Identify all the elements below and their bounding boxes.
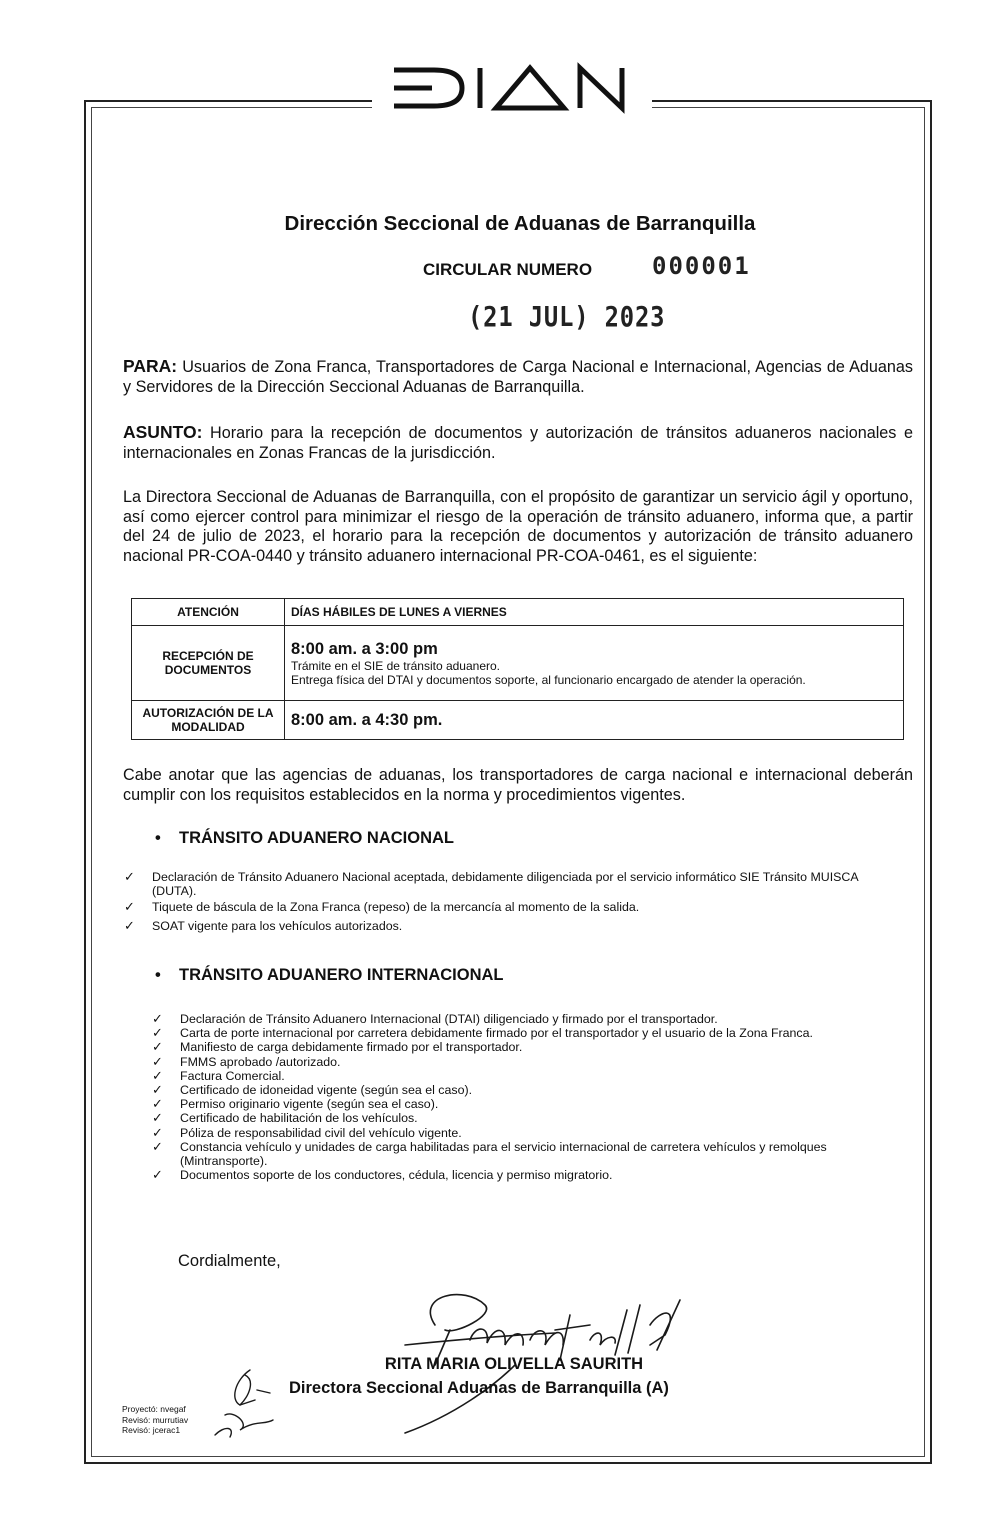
list-item-text: Permiso originario vigente (según sea el caso). — [180, 1097, 439, 1112]
check-icon: ✓ — [152, 1167, 163, 1183]
signer-role: Directora Seccional Aduanas de Barranquilla (A) — [289, 1379, 669, 1397]
dian-logo-graphic — [372, 56, 652, 116]
recepcion-line-2: Entrega física del DTAI y documentos soporte, al funcionario encargado de atender la operación. — [291, 673, 806, 687]
check-icon: ✓ — [152, 1124, 163, 1140]
asunto-label: ASUNTO: — [123, 422, 203, 442]
list-item — [152, 1124, 890, 1140]
row-value-autorizacion — [285, 701, 904, 740]
list-item-text: Certificado de habilitación de los vehículos. — [180, 1111, 418, 1126]
list-item — [152, 1138, 890, 1169]
check-icon: ✓ — [124, 917, 135, 933]
check-icon: ✓ — [152, 1053, 163, 1069]
internacional-requirements-list — [152, 1011, 890, 1183]
table-row — [132, 701, 904, 740]
para-section — [123, 357, 913, 397]
bullet-icon: • — [155, 966, 161, 984]
section-title-internacional: TRÁNSITO ADUANERO INTERNACIONAL — [179, 966, 504, 984]
note-paragraph: Cabe anotar que las agencias de aduanas, los transportadores de carga nacional e internacional deberán cumplir con los requisitos establecidos en la norma y procedimientos vigentes. — [123, 766, 913, 804]
autorizacion-hours: 8:00 am. a 4:30 pm. — [291, 711, 443, 729]
check-icon: ✓ — [152, 1110, 163, 1126]
recepcion-line-1: Trámite en el SIE de tránsito aduanero. — [291, 659, 501, 673]
list-item-text: SOAT vigente para los vehículos autorizados. — [152, 918, 403, 933]
asunto-text: Horario para la recepción de documentos y autorización de tránsitos aduaneros nacionales e internacionales en Zonas Francas de la jurisdicción. — [123, 424, 913, 462]
table-header-value: DÍAS HÁBILES DE LUNES A VIERNES — [285, 599, 904, 626]
section-heading-nacional — [155, 829, 454, 848]
reviewer-initials — [195, 1365, 275, 1440]
list-item-text: Certificado de idoneidad vigente (según sea el caso). — [180, 1083, 473, 1098]
list-item-text: Manifiesto de carga debidamente firmado por el transportador. — [180, 1040, 523, 1055]
list-item — [152, 1167, 890, 1183]
list-item-text: Tiquete de báscula de la Zona Franca (repeso) de la mercancía al momento de la salida. — [152, 900, 640, 915]
list-item-text: Carta de porte internacional por carretera debidamente firmado por el transportador y el usuario de la Zona Franca. — [180, 1026, 813, 1041]
list-item-text: Factura Comercial. — [180, 1068, 285, 1083]
row-label-autorizacion: AUTORIZACIÓN DE LA MODALIDAD — [132, 701, 285, 740]
circular-number-stamp: 000001 — [652, 252, 751, 280]
check-icon: ✓ — [152, 1082, 163, 1098]
row-label-recepcion: RECEPCIÓN DE DOCUMENTOS — [132, 626, 285, 701]
list-item — [152, 1096, 890, 1112]
list-item — [124, 917, 892, 933]
office-title: Dirección Seccional de Aduanas de Barranquilla — [284, 212, 756, 235]
asunto-section — [123, 423, 913, 463]
list-item — [124, 869, 892, 899]
check-icon: ✓ — [152, 1096, 163, 1112]
list-item — [124, 899, 892, 915]
list-item — [152, 1025, 890, 1041]
list-item-text: Declaración de Tránsito Aduanero Nacional aceptada, debidamente diligenciada por el servicio informático SIE Tránsito MUISCA (DUTA). — [152, 870, 858, 899]
row-value-recepcion — [285, 626, 904, 701]
circular-label: CIRCULAR NUMERO — [423, 260, 593, 279]
list-item-text: Declaración de Tránsito Aduanero Internacional (DTAI) diligenciado y firmado por el transportador. — [180, 1012, 718, 1026]
check-icon: ✓ — [152, 1025, 163, 1041]
document-footnotes — [122, 1404, 188, 1436]
list-item — [152, 1110, 890, 1126]
list-item — [152, 1011, 890, 1026]
list-item — [152, 1067, 890, 1083]
table-header-row — [132, 599, 904, 626]
para-label: PARA: — [123, 356, 178, 376]
list-item — [152, 1053, 890, 1069]
list-item-text: FMMS aprobado /autorizado. — [180, 1054, 341, 1069]
list-item-text: Constancia vehículo y unidades de carga habilitadas para el servicio internacional de carretera vehículos y remolques (Mintransporte). — [180, 1139, 827, 1169]
table-row — [132, 626, 904, 701]
section-title-nacional: TRÁNSITO ADUANERO NACIONAL — [179, 829, 454, 847]
bullet-icon: • — [155, 829, 161, 847]
list-item-text: Documentos soporte de los conductores, cédula, licencia y permiso migratorio. — [180, 1168, 613, 1183]
section-heading-internacional — [155, 966, 504, 985]
nacional-requirements-list — [124, 869, 892, 933]
recepcion-hours: 8:00 am. a 3:00 pm — [291, 640, 438, 658]
check-icon: ✓ — [152, 1138, 163, 1154]
check-icon: ✓ — [152, 1011, 163, 1026]
list-item-text: Póliza de responsabilidad civil del vehículo vigente. — [180, 1125, 462, 1140]
footnote-reviso-2: Revisó: jcerac1 — [122, 1425, 181, 1435]
intro-paragraph: La Directora Seccional de Aduanas de Barranquilla, con el propósito de garantizar un servicio ágil y oportuno, así como ejercer control para minimizar el riesgo de la operación de tránsito aduanero, informa que, a partir del 24 de julio de 2023, el horario para la recepción de documentos y autorización de tránsito aduanero nacional PR-COA-0440 y tránsito aduanero internacional PR-COA-0461, es el siguiente: — [123, 488, 913, 565]
list-item — [152, 1039, 890, 1055]
signer-name: RITA MARIA OLIVELLA SAURITH — [384, 1355, 644, 1373]
dian-logo — [372, 56, 652, 116]
schedule-table — [131, 598, 904, 740]
check-icon: ✓ — [152, 1039, 163, 1055]
list-item — [152, 1082, 890, 1098]
date-stamp: (21 JUL) 2023 — [468, 300, 666, 333]
check-icon: ✓ — [124, 869, 135, 884]
footnote-reviso-1: Revisó: murrutiav — [122, 1414, 189, 1425]
footnote-proyecto: Proyectó: nvegaf — [122, 1404, 186, 1414]
table-header-label: ATENCIÓN — [132, 599, 285, 626]
closing-salutation: Cordialmente, — [178, 1252, 281, 1270]
para-text: Usuarios de Zona Franca, Transportadores de Carga Nacional e Internacional, Agencias de Aduanas y Servidores de la Dirección Seccional Aduanas de Barranquilla. — [123, 358, 913, 396]
check-icon: ✓ — [124, 899, 135, 915]
check-icon: ✓ — [152, 1067, 163, 1083]
